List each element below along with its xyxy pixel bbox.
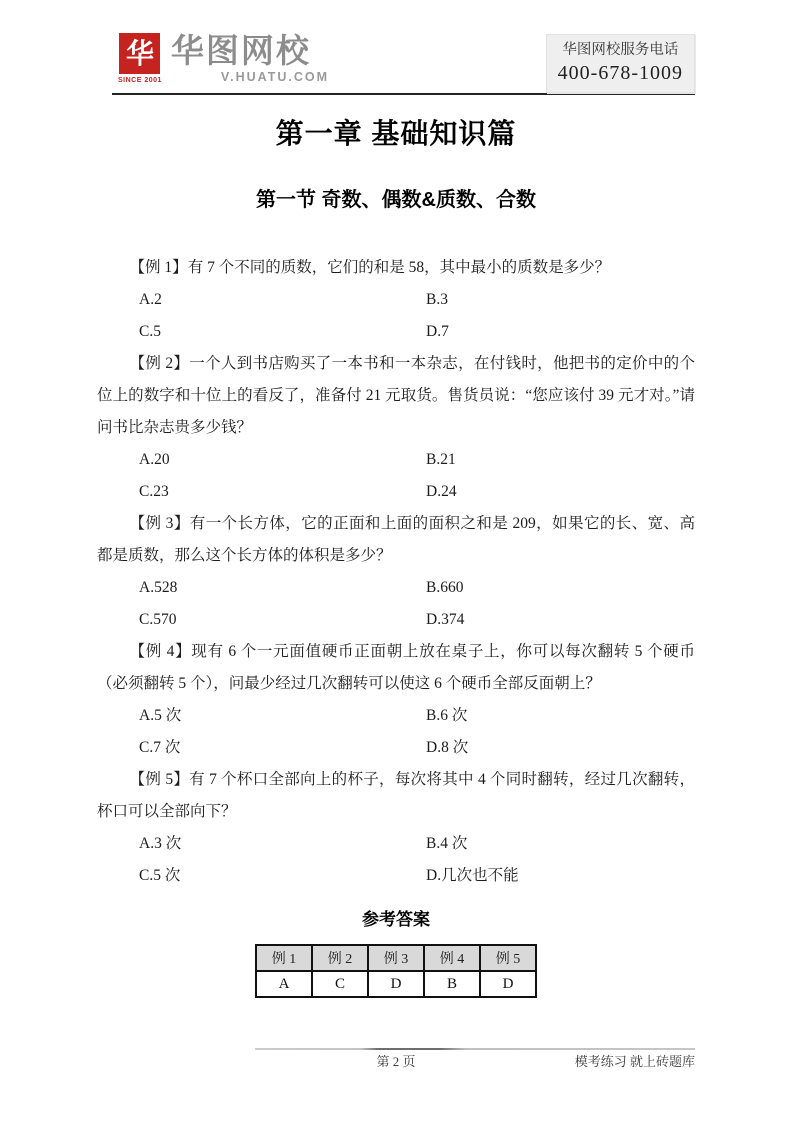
section-title: 第一节 奇数、偶数&质数、合数 [256,189,536,211]
option-grid [97,700,695,764]
answers-value-cell: D [368,971,424,997]
question-text: 现有 6 个一元面值硬币正面朝上放在桌子上，你可以每次翻转 5 个硬币（必须翻转 5 个），问最少经过几次翻转可以使这 6 个硬币全部反面朝上？ [97,643,695,692]
huatu-logo-icon: 华 [119,33,160,74]
option-b: B.6 次 [426,707,468,724]
option-c: C.23 [139,483,169,500]
question-text: 有 7 个不同的质数，它们的和是 58，其中最小的质数是多少？ [187,259,611,276]
option-c: C.5 [139,323,161,340]
question-5 [97,764,695,892]
brand-text-block [171,33,329,84]
option-grid [97,444,695,508]
footer-divider [255,1048,695,1050]
answers-header-cell: 例 1 [256,945,312,971]
option-grid [97,284,695,348]
question-4 [97,636,695,764]
answers-header-cell: 例 4 [424,945,480,971]
answers-heading: 参考答案 [362,910,430,929]
option-grid [97,828,695,892]
option-grid [97,572,695,636]
chapter-title: 第一章 基础知识篇 [275,118,517,149]
header-divider [112,93,695,95]
question-stem [97,348,695,444]
service-phone-label: 华图网校服务电话 [562,42,679,58]
page-number: 第 2 页 [376,1054,416,1069]
footer-row [97,1053,695,1071]
answers-header-cell: 例 2 [312,945,368,971]
huatu-logo [118,33,329,84]
answers-value-cell: C [312,971,368,997]
option-b: B.3 [426,291,448,308]
service-phone-box [546,34,695,93]
answers-header-cell: 例 5 [480,945,536,971]
page-header [97,33,695,89]
option-a: A.20 [139,451,170,468]
question-list [97,252,695,892]
option-d: D.374 [426,611,465,628]
answers-value-cell: D [480,971,536,997]
question-label: 【例 3】 [129,515,190,532]
option-c: C.570 [139,611,177,628]
question-label: 【例 5】 [129,771,190,788]
option-b: B.21 [426,451,456,468]
question-stem [97,508,695,572]
option-c: C.7 次 [139,739,181,756]
answers-value-row [256,971,536,997]
question-label: 【例 2】 [129,355,190,372]
footer-slogan: 模考练习 就上砖题库 [574,1054,695,1069]
answers-header-row [256,945,536,971]
service-phone-number: 400-678-1009 [557,62,683,84]
answers-table [255,944,537,998]
question-stem [97,636,695,700]
question-text: 一个人到书店购买了一本书和一本杂志，在付钱时，他把书的定价中的个位上的数字和十位上的看反了，准备付 21 元取货。售货员说：“您应该付 39 元才对。”请问书比杂志贵多少钱？ [97,355,695,436]
brand-domain: V.HUATU.COM [220,70,330,84]
option-d: D.24 [426,483,457,500]
question-label: 【例 1】 [129,259,188,276]
question-stem [97,764,695,828]
answers-value-cell: B [424,971,480,997]
question-stem [97,252,695,284]
option-d: D.8 次 [426,739,469,756]
question-text: 有一个长方体，它的正面和上面的面积之和是 209，如果它的长、宽、高都是质数，那么这个长方体的体积是多少？ [97,515,695,564]
answers-value-cell: A [256,971,312,997]
option-d: D.几次也不能 [426,867,519,884]
question-1 [97,252,695,348]
logo-since-label: SINCE 2001 [118,77,162,84]
option-b: B.660 [426,579,464,596]
question-text: 有 7 个杯口全部向上的杯子，每次将其中 4 个同时翻转，经过几次翻转，杯口可以全部向下？ [97,771,695,820]
option-a: A.3 次 [139,835,182,852]
brand-name: 华图网校 [170,32,311,69]
option-a: A.2 [139,291,162,308]
option-d: D.7 [426,323,449,340]
option-a: A.5 次 [139,707,182,724]
question-label: 【例 4】 [129,643,192,660]
question-2 [97,348,695,508]
answers-header-cell: 例 3 [368,945,424,971]
logo-badge-column [118,33,162,84]
page-footer [97,1048,695,1071]
option-c: C.5 次 [139,867,181,884]
question-3 [97,508,695,636]
option-a: A.528 [139,579,178,596]
option-b: B.4 次 [426,835,468,852]
